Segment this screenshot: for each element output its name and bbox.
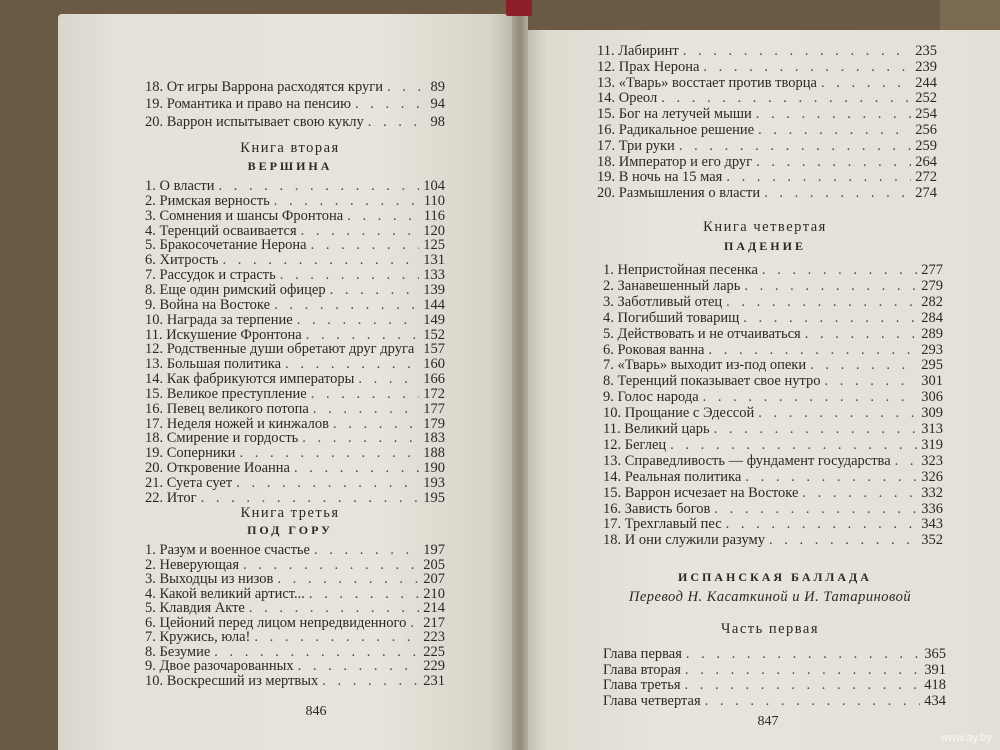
entry-title: 5. Бракосочетание Нерона xyxy=(145,237,307,254)
entry-title: Глава первая xyxy=(603,646,682,662)
entry-title: 18. Император и его друг xyxy=(597,153,753,170)
entry-page-number: 264 xyxy=(915,153,937,170)
entry-page-number: 160 xyxy=(423,356,445,373)
entry-page-number: 188 xyxy=(423,445,445,462)
book-four-entry xyxy=(603,532,943,549)
entry-title: 2. Римская верность xyxy=(145,192,270,209)
book-three-subtitle: ПОД ГОРУ xyxy=(247,523,333,537)
entry-title: 6. Роковая ванна xyxy=(603,341,705,358)
entry-page-number: 225 xyxy=(423,643,445,660)
entry-title: 6. Цейоний перед лицом непредвиденного xyxy=(145,614,407,631)
entry-page-number: 98 xyxy=(430,113,445,130)
entry-page-number: 223 xyxy=(423,629,445,645)
entry-page-number: 231 xyxy=(423,672,445,689)
entry-page-number: 157 xyxy=(423,341,445,358)
dot-leader xyxy=(802,485,917,502)
entry-page-number: 309 xyxy=(921,405,943,422)
entry-page-number: 254 xyxy=(915,106,937,123)
entry-page-number: 133 xyxy=(423,267,445,284)
entry-title: 13. Большая политика xyxy=(145,356,282,373)
entry-title: 13. Справедливость — фундамент государства xyxy=(603,452,891,469)
book-four-entry xyxy=(603,389,943,406)
left-page-number: 846 xyxy=(305,704,327,719)
entry-page-number: 197 xyxy=(423,542,445,558)
entry-title: 15. Варрон исчезает на Востоке xyxy=(603,484,799,501)
entry-title: Глава третья xyxy=(603,677,681,694)
entry-page-number: 336 xyxy=(921,500,943,517)
entry-page-number: 217 xyxy=(423,614,445,631)
entry-title: 11. Великий царь xyxy=(603,421,710,437)
dot-leader xyxy=(705,693,921,710)
right-top-entry xyxy=(597,90,937,107)
entry-page-number: 293 xyxy=(921,341,943,358)
dot-leader xyxy=(685,677,921,694)
book-two-title: Книга вторая xyxy=(240,140,340,156)
entry-title: 2. Неверующая xyxy=(145,556,240,573)
entry-page-number: 94 xyxy=(430,96,445,113)
entry-page-number: 177 xyxy=(423,400,445,417)
entry-page-number: 343 xyxy=(921,516,943,533)
entry-title: 16. Радикальное решение xyxy=(597,122,755,138)
entry-title: 3. Выходцы из низов xyxy=(145,571,274,587)
dot-leader xyxy=(726,169,911,186)
entry-title: 15. Бог на летучей мыши xyxy=(597,106,752,123)
right-top-entry xyxy=(597,169,937,186)
right-top-entry xyxy=(597,106,937,123)
book-four-entry xyxy=(603,262,943,279)
left-top-entry xyxy=(145,79,445,96)
entry-page-number: 391 xyxy=(924,661,946,678)
right-top-entry xyxy=(597,154,937,171)
entry-page-number: 244 xyxy=(915,74,937,91)
dot-leader xyxy=(322,673,419,690)
ballad-translators: Перевод Н. Касаткиной и И. Татариновой xyxy=(628,589,912,605)
dot-leader xyxy=(714,501,917,518)
entry-title: 5. Действовать и не отчаиваться xyxy=(603,325,801,342)
book-gutter xyxy=(512,14,528,750)
right-top-entry xyxy=(597,185,937,202)
left-top-entry xyxy=(145,96,445,113)
book-four-entry xyxy=(603,501,943,518)
right-page-number: 847 xyxy=(757,714,779,729)
entry-page-number: 301 xyxy=(921,373,943,390)
entry-page-number: 252 xyxy=(915,90,937,107)
entry-page-number: 172 xyxy=(423,385,445,402)
entry-page-number: 195 xyxy=(423,489,445,506)
entry-page-number: 116 xyxy=(423,207,445,224)
ballad-entry xyxy=(603,662,946,679)
entry-title: 9. Голос народа xyxy=(603,389,699,406)
entry-title: 1. О власти xyxy=(145,178,215,194)
book-four-entry xyxy=(603,278,943,295)
entry-page-number: 235 xyxy=(915,43,937,59)
book-four-entry xyxy=(603,421,943,438)
dot-leader xyxy=(762,262,917,279)
book-four-entry xyxy=(603,405,943,422)
entry-title: 19. В ночь на 15 мая xyxy=(597,169,723,186)
entry-page-number: 104 xyxy=(423,178,445,194)
right-top-entry xyxy=(597,138,937,155)
entry-title: 10. Награда за терпение xyxy=(145,311,293,328)
entry-page-number: 313 xyxy=(921,421,943,437)
entry-page-number: 214 xyxy=(423,600,445,616)
entry-page-number: 190 xyxy=(423,460,445,477)
book-four-entry xyxy=(603,485,943,502)
dot-leader xyxy=(764,185,911,202)
entry-title: 9. Двое разочарованных xyxy=(145,658,294,674)
entry-page-number: 152 xyxy=(423,326,445,343)
entry-page-number: 131 xyxy=(423,252,445,269)
book-two-subtitle: ВЕРШИНА xyxy=(247,159,333,173)
entry-title: 11. Лабиринт xyxy=(597,43,679,59)
right-top-entry xyxy=(597,122,937,139)
entry-page-number: 295 xyxy=(921,357,943,374)
dot-leader xyxy=(726,516,918,533)
entry-page-number: 193 xyxy=(423,475,445,491)
entry-title: 1. Непристойная песенка xyxy=(603,262,758,278)
entry-title: 14. Реальная политика xyxy=(603,468,742,485)
entry-page-number: 323 xyxy=(921,452,943,469)
book-four-entry xyxy=(603,469,943,486)
dot-leader xyxy=(387,79,427,96)
entry-title: 13. «Тварь» восстает против творца xyxy=(597,74,817,91)
entry-page-number: 239 xyxy=(915,58,937,75)
entry-title: 9. Война на Востоке xyxy=(145,296,271,313)
dot-leader xyxy=(743,310,917,327)
entry-page-number: 306 xyxy=(921,389,943,406)
entry-title: 17. Неделя ножей и кинжалов xyxy=(145,415,329,432)
entry-title: 3. Сомнения и шансы Фронтона xyxy=(145,207,344,224)
entry-title: 18. От игры Варрона расходятся круги xyxy=(145,79,383,95)
entry-title: 8. Безумие xyxy=(145,643,211,660)
entry-title: 18. И они служили разуму xyxy=(603,532,765,549)
entry-page-number: 319 xyxy=(921,436,943,453)
entry-title: 5. Клавдия Акте xyxy=(145,600,245,616)
entry-title: 12. Родственные души обретают друг друга xyxy=(145,341,415,358)
entry-page-number: 183 xyxy=(423,430,445,447)
entry-title: 16. Зависть богов xyxy=(603,500,711,517)
dot-leader xyxy=(683,43,912,60)
book-three-title: Книга третья xyxy=(240,505,340,521)
dot-leader xyxy=(355,96,427,113)
entry-title: 10. Прощание с Эдессой xyxy=(603,405,755,422)
entry-title: 4. Погибший товарищ xyxy=(603,309,740,326)
dot-leader xyxy=(726,294,917,311)
book-four-entry xyxy=(603,453,943,470)
entry-page-number: 125 xyxy=(423,237,445,254)
entry-page-number: 210 xyxy=(423,585,445,602)
entry-title: 14. Как фабрикуются императоры xyxy=(145,371,355,388)
entry-page-number: 229 xyxy=(423,658,445,674)
ballad-entry xyxy=(603,646,946,663)
ballad-part-title: Часть первая xyxy=(720,621,820,637)
dot-leader xyxy=(758,122,911,139)
entry-title: 21. Суета сует xyxy=(145,475,233,491)
entry-page-number: 365 xyxy=(924,646,946,662)
entry-title: 10. Воскресший из мертвых xyxy=(145,672,319,689)
entry-title: 20. Размышления о власти xyxy=(597,185,761,202)
entry-title: 8. Еще один римский офицер xyxy=(145,281,326,298)
entry-title: 2. Занавешенный ларь xyxy=(603,277,741,294)
dot-leader xyxy=(744,278,917,295)
book-four-entry xyxy=(603,516,943,533)
entry-page-number: 418 xyxy=(924,677,946,694)
dot-leader xyxy=(714,421,918,438)
dot-leader xyxy=(805,326,918,343)
entry-page-number: 274 xyxy=(915,185,937,202)
entry-page-number: 207 xyxy=(423,571,445,587)
entry-title: 15. Великое преступление xyxy=(145,385,307,402)
entry-page-number: 434 xyxy=(924,692,946,709)
book-four-entry xyxy=(603,357,943,374)
entry-title: 14. Ореол xyxy=(597,90,658,107)
entry-page-number: 256 xyxy=(915,122,937,138)
entry-page-number: 352 xyxy=(921,532,943,549)
entry-page-number: 332 xyxy=(921,484,943,501)
right-top-entry xyxy=(597,59,937,76)
entry-page-number: 166 xyxy=(423,371,445,388)
left-top-entry xyxy=(145,114,445,131)
dot-leader xyxy=(703,59,911,76)
dot-leader xyxy=(686,646,920,663)
entry-page-number: 272 xyxy=(915,169,937,186)
entry-title: 7. Рассудок и страсть xyxy=(145,267,276,284)
entry-page-number: 259 xyxy=(915,137,937,154)
entry-title: 3. Заботливый отец xyxy=(603,293,723,310)
entry-title: 12. Прах Нерона xyxy=(597,58,700,75)
entry-title: 22. Итог xyxy=(145,489,197,506)
dot-leader xyxy=(703,389,918,406)
dot-leader xyxy=(756,106,912,123)
entry-page-number: 282 xyxy=(921,293,943,310)
entry-title: 1. Разум и военное счастье xyxy=(145,542,310,558)
entry-title: 8. Теренций показывает свое нутро xyxy=(603,373,821,390)
book-four-entry xyxy=(603,373,943,390)
entry-title: 6. Хитрость xyxy=(145,252,219,269)
entry-title: 16. Певец великого потопа xyxy=(145,400,309,417)
entry-page-number: 326 xyxy=(921,468,943,485)
entry-page-number: 284 xyxy=(921,309,943,326)
dot-leader xyxy=(821,75,911,92)
entry-page-number: 110 xyxy=(423,192,445,209)
entry-title: 11. Искушение Фронтона xyxy=(145,326,302,343)
dot-leader xyxy=(825,373,918,390)
dot-leader xyxy=(685,662,920,679)
dot-leader xyxy=(810,357,917,374)
entry-page-number: 149 xyxy=(423,311,445,328)
right-top-entry xyxy=(597,75,937,92)
book-four-entry xyxy=(603,326,943,343)
entry-page-number: 277 xyxy=(921,262,943,278)
ballad-entry xyxy=(603,693,946,710)
dot-leader xyxy=(679,138,911,155)
entry-page-number: 289 xyxy=(921,325,943,342)
entry-title: 17. Трехглавый пес xyxy=(603,516,722,533)
watermark-text: www.ay.by xyxy=(940,732,992,744)
entry-page-number: 205 xyxy=(423,556,445,573)
entry-page-number: 89 xyxy=(430,79,445,95)
dot-leader xyxy=(769,532,917,549)
entry-title: 19. Соперники xyxy=(145,445,236,462)
entry-title: Глава вторая xyxy=(603,661,681,678)
dot-leader xyxy=(745,469,917,486)
book-three-entry xyxy=(145,673,445,690)
entry-title: 7. «Тварь» выходит из-под опеки xyxy=(603,357,807,374)
entry-title: Глава четвертая xyxy=(603,692,701,709)
right-top-entry xyxy=(597,43,937,60)
entry-title: 4. Теренций осваивается xyxy=(145,222,297,239)
book-four-entry xyxy=(603,310,943,327)
dot-leader xyxy=(661,90,911,107)
entry-title: 18. Смирение и гордость xyxy=(145,430,299,447)
entry-page-number: 120 xyxy=(423,222,445,239)
dot-leader xyxy=(670,437,917,454)
book-four-entry xyxy=(603,342,943,359)
dot-leader xyxy=(756,154,911,171)
book-four-entry xyxy=(603,437,943,454)
entry-title: 12. Беглец xyxy=(603,436,667,453)
entry-page-number: 139 xyxy=(423,281,445,298)
entry-page-number: 179 xyxy=(423,415,445,432)
entry-title: 4. Какой великий артист... xyxy=(145,585,305,602)
entry-title: 7. Кружись, юла! xyxy=(145,629,251,645)
spine-binding xyxy=(506,0,532,16)
entry-title: 19. Романтика и право на пенсию xyxy=(145,96,351,113)
entry-title: 17. Три руки xyxy=(597,137,675,154)
book-four-title: Книга четвертая xyxy=(703,219,827,235)
ballad-title: ИСПАНСКАЯ БАЛЛАДА xyxy=(678,570,872,584)
dot-leader xyxy=(758,405,917,422)
dot-leader xyxy=(368,114,427,131)
entry-title: 20. Варрон испытывает свою куклу xyxy=(145,113,364,130)
entry-page-number: 279 xyxy=(921,277,943,294)
book-four-entry xyxy=(603,294,943,311)
entry-page-number: 144 xyxy=(423,296,445,313)
entry-title: 20. Откровение Иоанна xyxy=(145,460,290,477)
dot-leader xyxy=(708,342,917,359)
ballad-entry xyxy=(603,677,946,694)
dot-leader xyxy=(895,453,918,470)
book-four-subtitle: ПАДЕНИЕ xyxy=(724,239,806,253)
